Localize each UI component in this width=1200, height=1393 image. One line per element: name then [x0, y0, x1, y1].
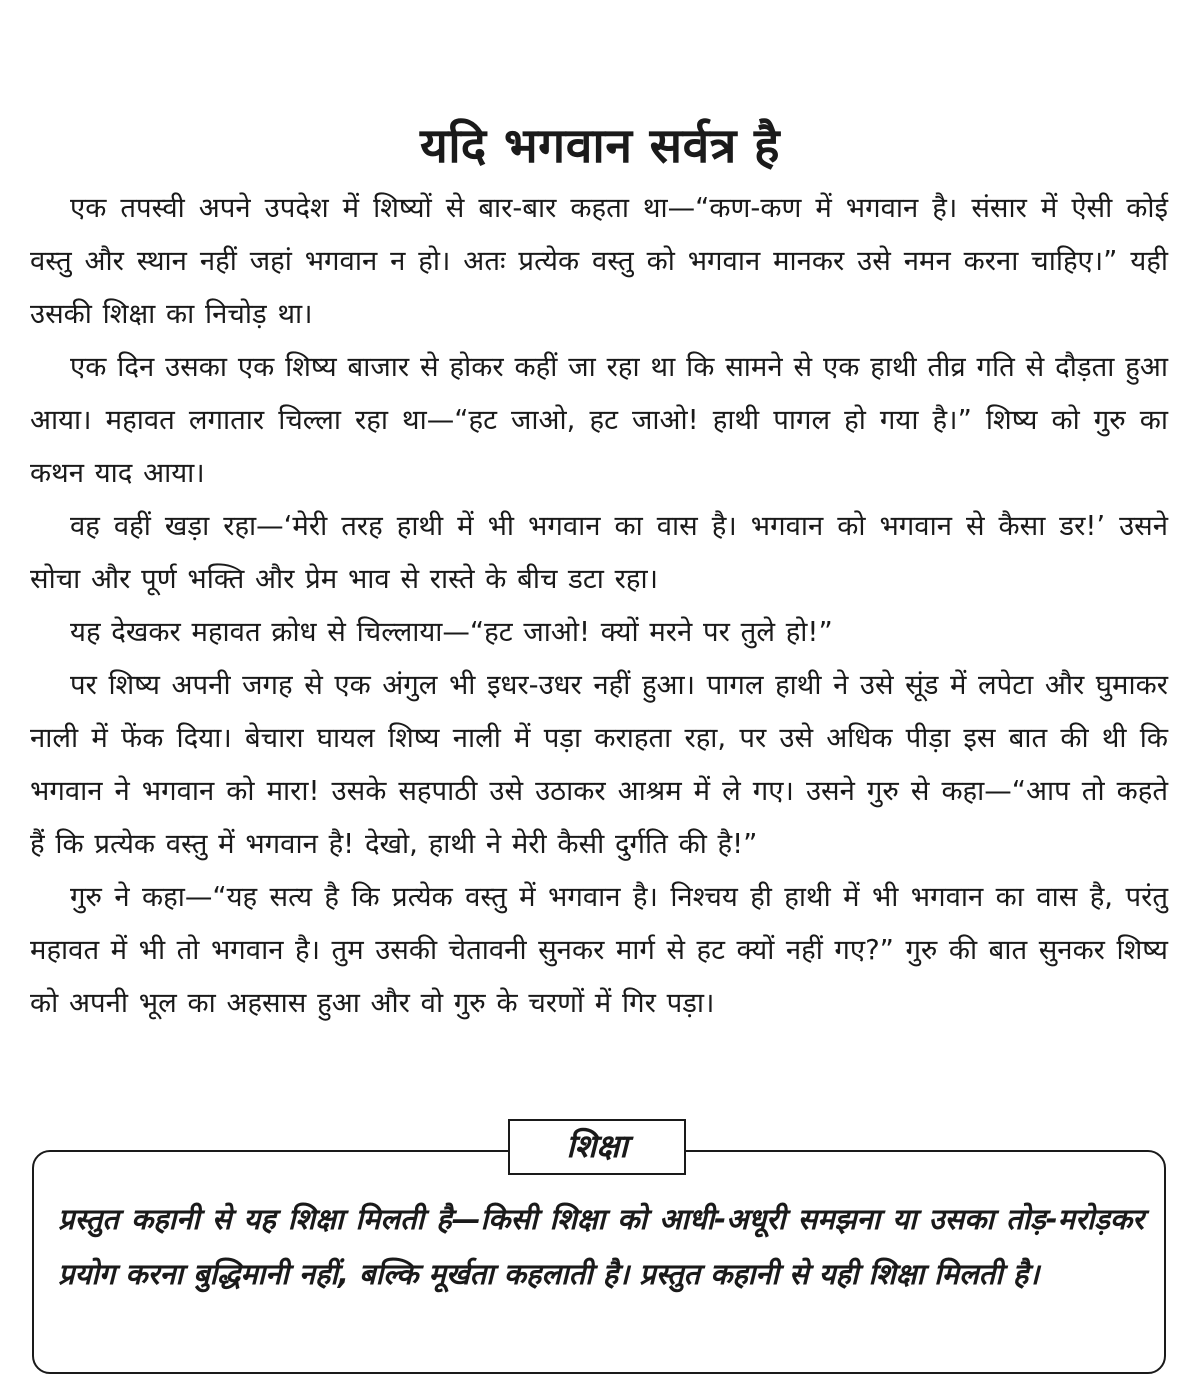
story-paragraph: पर शिष्य अपनी जगह से एक अंगुल भी इधर-उधर नहीं हुआ। पागल हाथी ने उसे सूंड में लपेटा और घुमाकर नाली में फेंक दिया। बेचारा घायल शिष्य नाली में पड़ा कराहता रहा, पर उसे अधिक पीड़ा इस बात की थी कि भगवान ने भगवान को मारा! उसके सहपाठी उसे उठाकर आश्रम में ले गए। उसने गुरु से कहा—“आप तो कहते हैं कि प्रत्येक वस्तु में भगवान है! देखो, हाथी ने मेरी कैसी दुर्गति की है!” — [30, 669, 1169, 860]
lesson-text: प्रस्तुत कहानी से यह शिक्षा मिलती है—किसी शिक्षा को आधी-अधूरी समझना या उसका तोड़-मरोड़कर प्रयोग करना बुद्धिमानी नहीं, बल्कि मूर्खता कहलाती है। प्रस्तुत कहानी से यही शिक्षा मिलती है। — [58, 1202, 1144, 1291]
story-paragraph: वह वहीं खड़ा रहा—‘मेरी तरह हाथी में भी भगवान का वास है। भगवान को भगवान से कैसा डर!’ उसने सोचा और पूर्ण भक्ति और प्रेम भाव से रास्ते के बीच डटा रहा। — [30, 510, 1168, 595]
story-paragraph: यह देखकर महावत क्रोध से चिल्लाया—“हट जाओ! क्यों मरने पर तुले हो!” — [70, 616, 833, 648]
story-paragraph: एक तपस्वी अपने उपदेश में शिष्यों से बार-बार कहता था—“कण-कण में भगवान है। संसार में ऐसी कोई वस्तु और स्थान नहीं जहां भगवान न हो। अतः प्रत्येक वस्तु को भगवान मानकर उसे नमन करना चाहिए।” यही उसकी शिक्षा का निचोड़ था। — [30, 192, 1168, 330]
story-body — [30, 182, 1168, 1030]
lesson-label: शिक्षा — [508, 1119, 686, 1175]
page-title: यदि भगवान सर्वत्र है — [419, 118, 781, 175]
lesson-box — [32, 1150, 1166, 1374]
story-paragraph: गुरु ने कहा—“यह सत्य है कि प्रत्येक वस्तु में भगवान है। निश्चय ही हाथी में भी भगवान का वास है, परंतु महावत में भी तो भगवान है। तुम उसकी चेतावनी सुनकर मार्ग से हट क्यों नहीं गए?” गुरु की बात सुनकर शिष्य को अपनी भूल का अहसास हुआ और वो गुरु के चरणों में गिर पड़ा। — [30, 881, 1168, 1019]
story-paragraph: एक दिन उसका एक शिष्य बाजार से होकर कहीं जा रहा था कि सामने से एक हाथी तीव्र गति से दौड़ता हुआ आया। महावत लगातार चिल्ला रहा था—“हट जाओ, हट जाओ! हाथी पागल हो गया है।” शिष्य को गुरु का कथन याद आया। — [30, 351, 1168, 489]
